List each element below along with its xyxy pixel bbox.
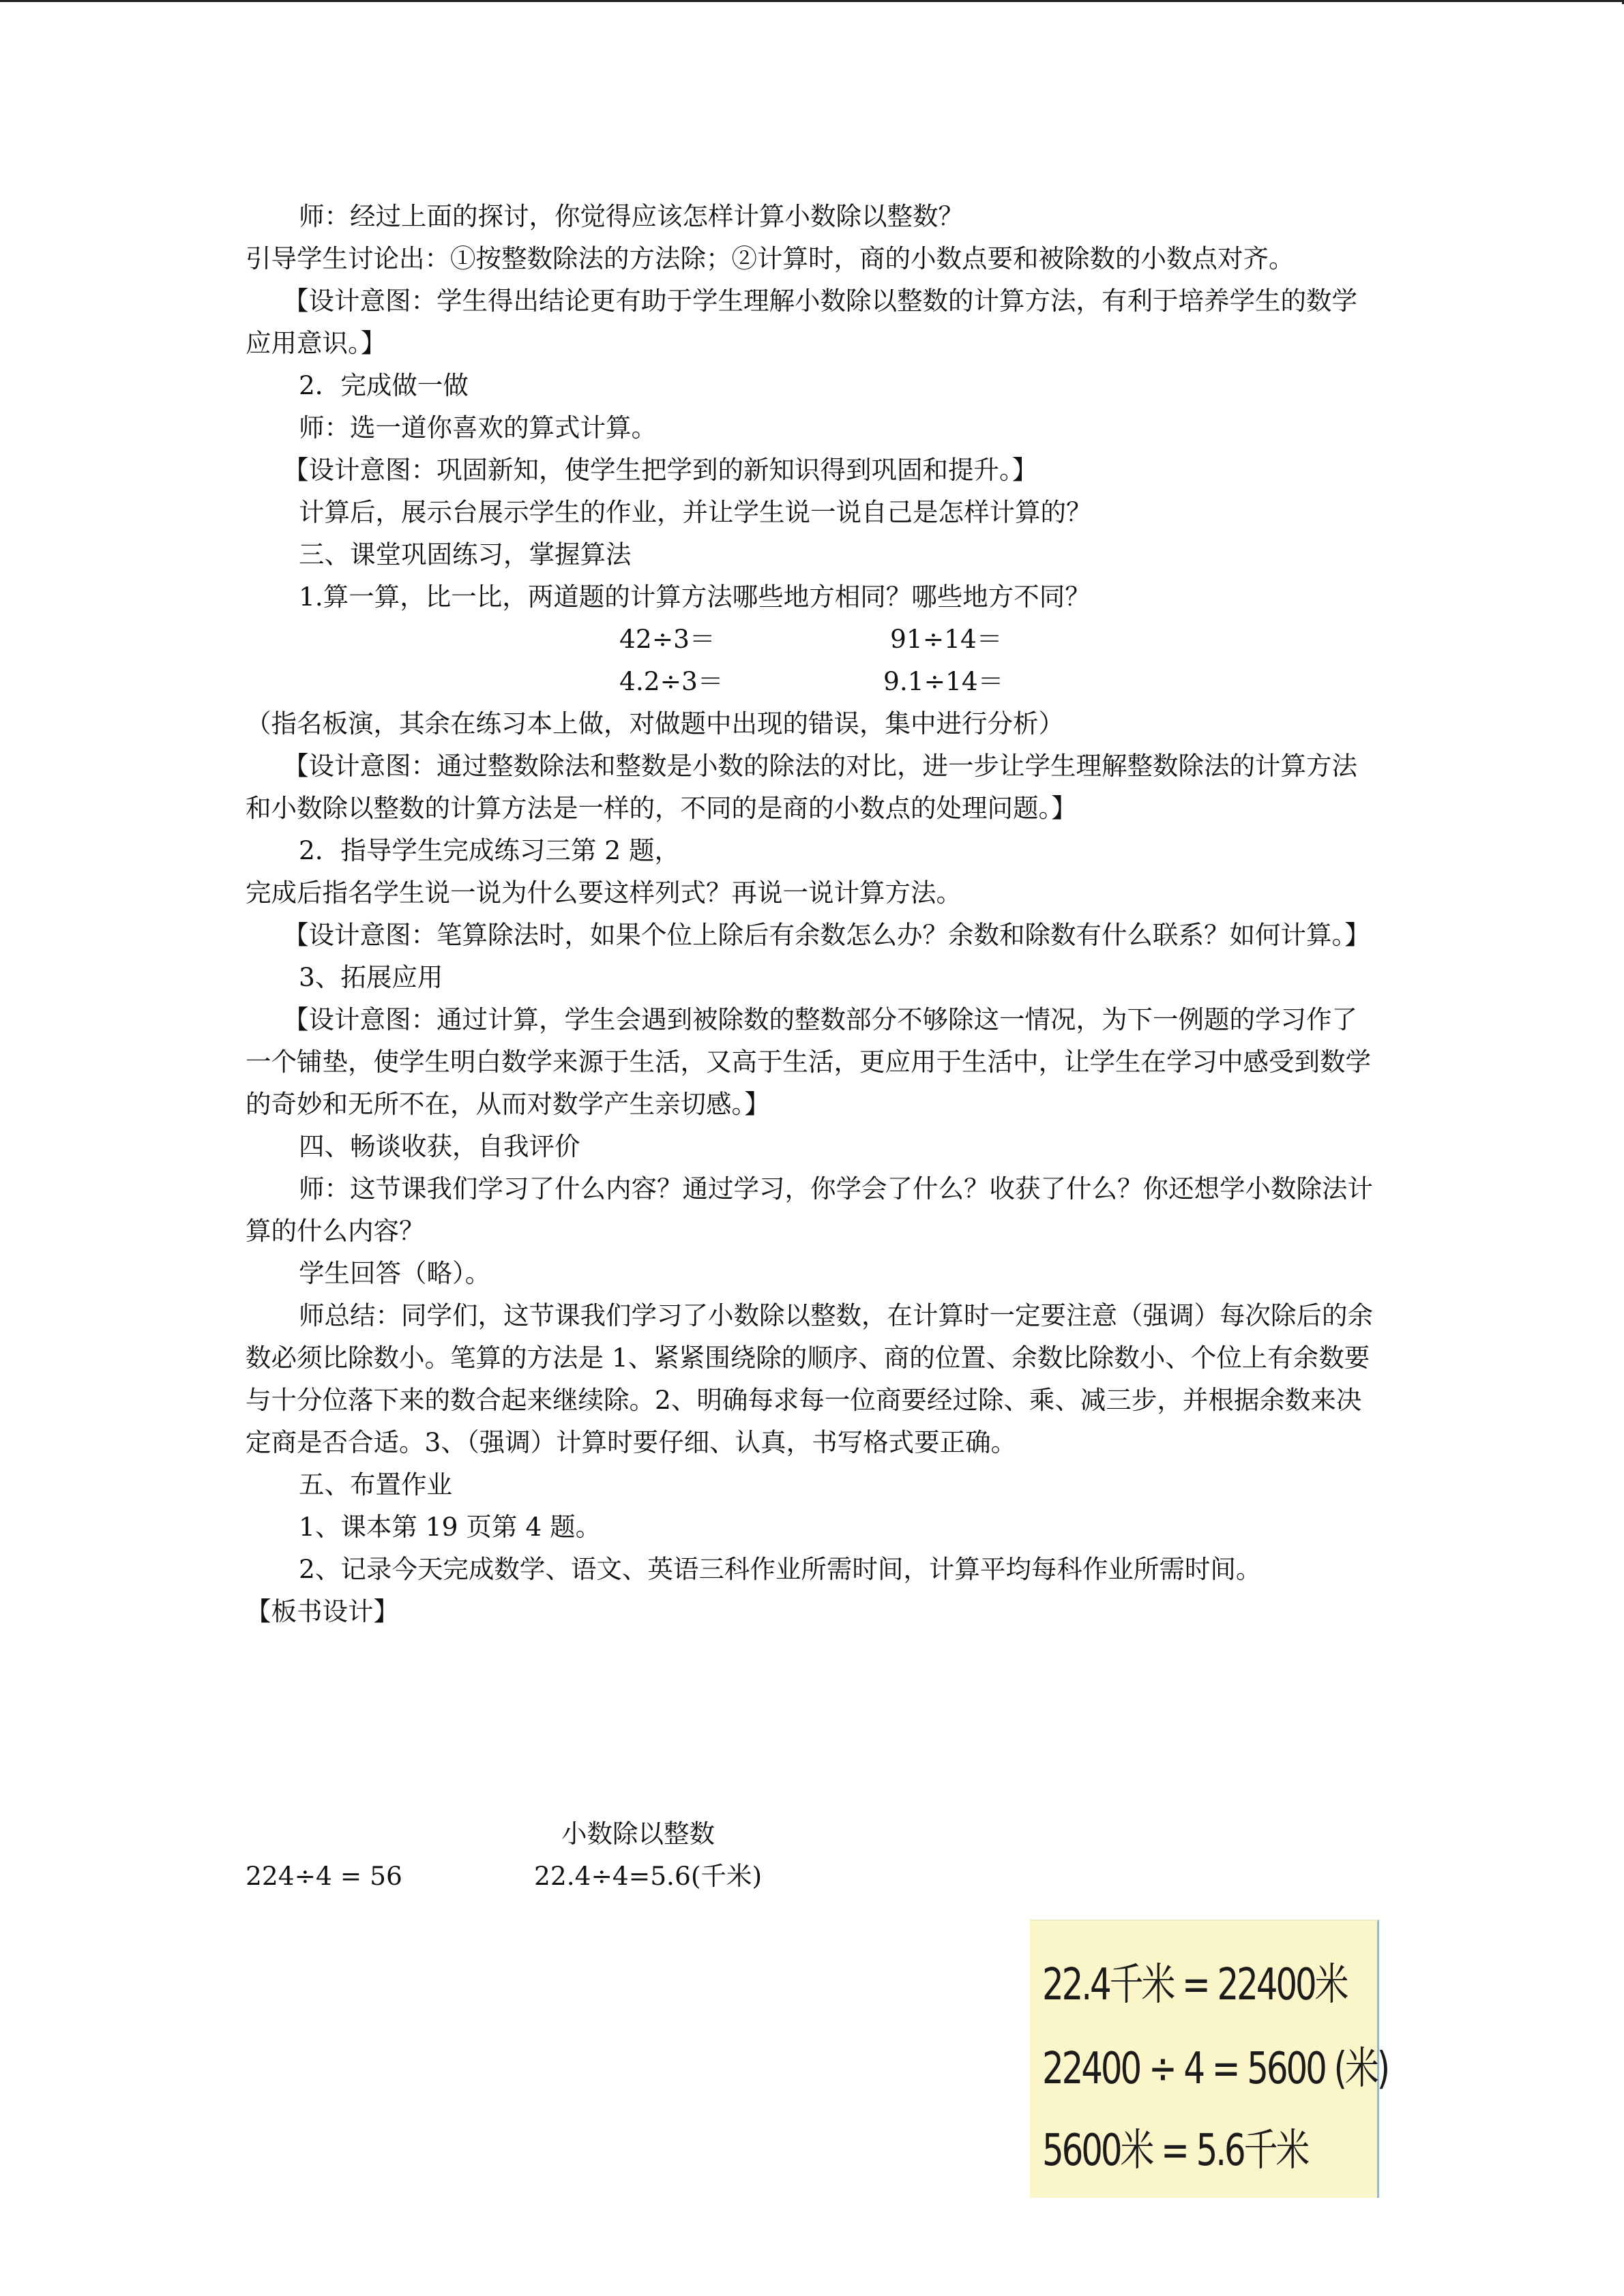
paragraph: 完成后指名学生说一说为什么要这样列式？再说一说计算方法。 bbox=[246, 878, 962, 908]
paragraph: 学生回答（略）。 bbox=[299, 1258, 491, 1288]
paragraph: 四、畅谈收获，自我评价 bbox=[299, 1131, 580, 1161]
board-equation-integer: 224÷4 = 56 bbox=[246, 1861, 402, 1891]
paragraph: 三、课堂巩固练习，掌握算法 bbox=[299, 539, 632, 569]
document-body bbox=[246, 195, 1378, 1632]
board-equation-decimal: 22.4÷4=5.6(千米) bbox=[534, 1861, 763, 1891]
handwritten-line: 22400 ÷ 4 = 5600 (米) bbox=[1042, 2044, 1389, 2094]
calculation-left: 42÷3＝ bbox=[619, 624, 715, 654]
paragraph: 2．指导学生完成练习三第 2 题， bbox=[299, 835, 681, 865]
paragraph: 3、拓展应用 bbox=[299, 962, 443, 992]
paragraph: 1、课本第 19 页第 4 题。 bbox=[299, 1512, 602, 1542]
calculation-left: 4.2÷3＝ bbox=[619, 666, 724, 696]
paragraph: 引导学生讨论出：①按整数除法的方法除；②计算时，商的小数点要和被除数的小数点对齐。 bbox=[246, 243, 1295, 273]
paragraph: 计算后，展示台展示学生的作业，并让学生说一说自己是怎样计算的？ bbox=[299, 497, 1092, 527]
handwritten-calculation-image bbox=[1030, 1920, 1389, 2198]
paragraph: 【设计意图：通过计算，学生会遇到被除数的整数部分不够除这一情况，为下一例题的学习作了一个铺垫，使学生明白数学来源于生活，又高于生活，更应用于生活中，让学生在学习中感受到数学的奇妙和无所不在，从而对数学产生亲切感。】 bbox=[246, 1004, 1371, 1119]
paragraph: 师：选一道你喜欢的算式计算。 bbox=[299, 413, 657, 443]
calculation-right: 9.1÷14＝ bbox=[883, 666, 1004, 696]
lesson-text-block-1 bbox=[246, 195, 1378, 618]
paragraph: 【设计意图：笔算除法时，如果个位上除后有余数怎么办？余数和除数有什么联系？如何计算。】 bbox=[283, 920, 1370, 950]
paragraph: 1.算一算，比一比，两道题的计算方法哪些地方相同？哪些地方不同？ bbox=[299, 582, 1091, 612]
calculation-list bbox=[246, 618, 1378, 702]
handwritten-line: 22.4千米 = 22400米 bbox=[1042, 1960, 1347, 2010]
paragraph: 师：经过上面的探讨，你觉得应该怎样计算小数除以整数？ bbox=[299, 201, 964, 231]
paragraph: 师总结：同学们，这节课我们学习了小数除以整数，在计算时一定要注意（强调）每次除后的余数必须比除数小。笔算的方法是 1、紧紧围绕除的顺序、商的位置、余数比除数小、个位上有余数要与十分位落下来的数合起来继续除。2、明确每求每一位商要经过除、乘、减三步，并根据余数来决定商是否合适。3、（强调）计算时要仔细、认真，书写格式要正确。 bbox=[246, 1300, 1373, 1457]
board-title: 小数除以整数 bbox=[561, 1819, 715, 1849]
paragraph: 【设计意图：通过整数除法和整数是小数的除法的对比，进一步让学生理解整数除法的计算方法和小数除以整数的计算方法是一样的，不同的是商的小数点的处理问题。】 bbox=[246, 751, 1357, 823]
paragraph: 五、布置作业 bbox=[299, 1470, 452, 1500]
page-top-border bbox=[0, 0, 1624, 2]
paragraph: 【板书设计】 bbox=[246, 1596, 399, 1626]
paragraph: 师：这节课我们学习了什么内容？通过学习，你学会了什么？收获了什么？你还想学小数除法计算的什么内容？ bbox=[246, 1174, 1373, 1246]
calculation-row bbox=[246, 618, 1378, 660]
paragraph: 【设计意图：巩固新知，使学生把学到的新知识得到巩固和提升。】 bbox=[283, 455, 1038, 485]
paragraph: 2．完成做一做 bbox=[299, 370, 469, 400]
calculation-row bbox=[246, 660, 1378, 702]
handwritten-line: 5600米 = 5.6千米 bbox=[1042, 2126, 1308, 2176]
paragraph: （指名板演，其余在练习本上做，对做题中出现的错误，集中进行分析） bbox=[246, 709, 1064, 739]
paragraph: 2、记录今天完成数学、语文、英语三科作业所需时间，计算平均每科作业所需时间。 bbox=[299, 1554, 1262, 1584]
lesson-text-block-2 bbox=[246, 702, 1378, 1632]
calculation-right: 91÷14＝ bbox=[890, 624, 1003, 654]
paragraph: 【设计意图：学生得出结论更有助于学生理解小数除以整数的计算方法，有利于培养学生的数学应用意识。】 bbox=[246, 286, 1357, 358]
